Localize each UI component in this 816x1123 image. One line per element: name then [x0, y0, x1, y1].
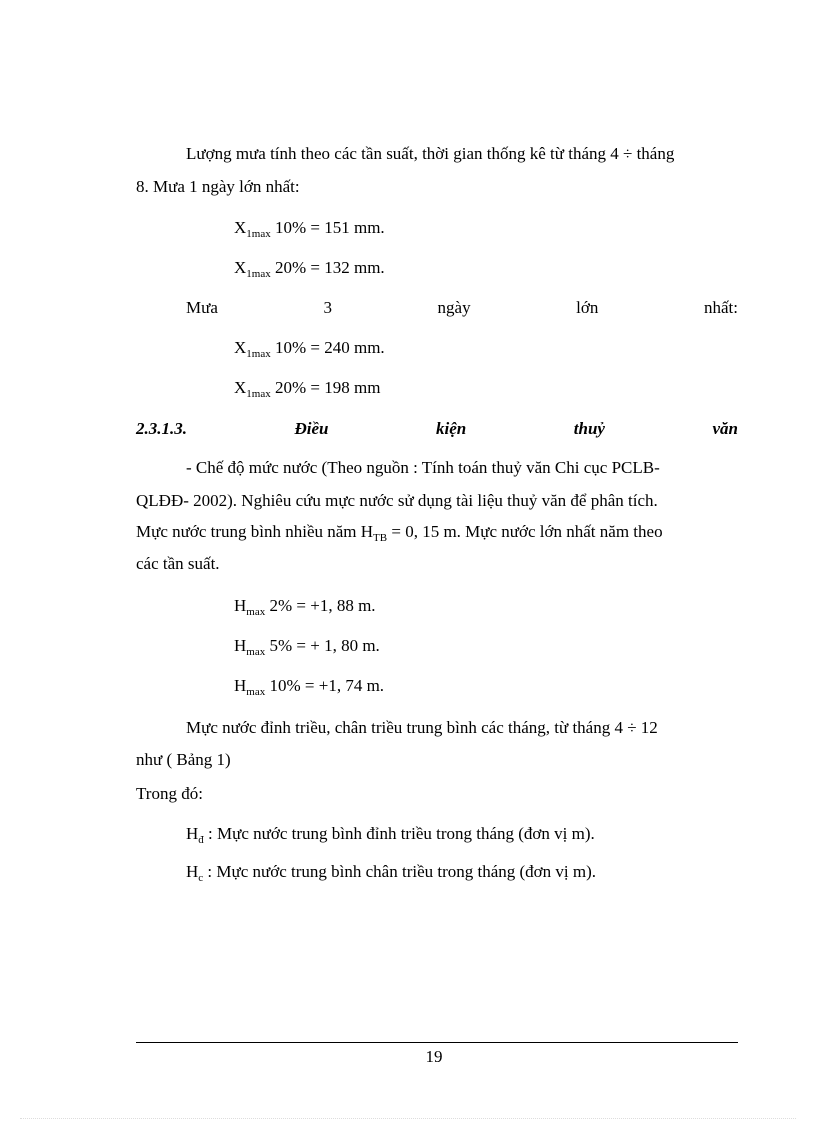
page-bottom-dotted-border	[20, 1118, 796, 1119]
formula-rain3-20pct: $X_{1max}$ 20% = 198 mm	[234, 378, 381, 400]
paragraph-rainfall-line-1: Lượng mưa tính theo các tần suất, thời gian thống kê từ tháng 4 ÷ tháng	[186, 144, 675, 163]
formula-hmax-5pct: $H_{max}$ 5% = + 1, 80 m.	[234, 636, 380, 658]
formula-rain1-10pct: $X_{1max}$ 10% = 151 mm.	[234, 218, 385, 240]
page-number: 19	[425, 1047, 443, 1066]
paragraph-tide-line-2: như ( Bảng 1)	[136, 750, 231, 769]
paragraph-tide-line-1: Mực nước đỉnh triều, chân triều trung bình các tháng, từ tháng 4 ÷ 12	[186, 718, 658, 737]
paragraph-water-line-3: Mực nước trung bình nhiều năm $H_{TB} = 0$, 15 m. Mực nước lớn nhất năm theo	[136, 522, 663, 544]
paragraph-rainfall-line-2: 8. Mưa 1 ngày lớn nhất:	[136, 177, 300, 196]
footer-rule	[136, 1042, 738, 1043]
formula-hmax-10pct: $H_{max}$ 10% = +1, 74 m.	[234, 676, 385, 698]
formula-rain3-10pct: $X_{1max}$ 10% = 240 mm.	[234, 338, 385, 360]
definition-hc: $H_c$ : Mực nước trung bình chân triều trong tháng (đơn vị m).	[186, 862, 597, 884]
rain3-heading: Mưa 3 ngày lớn nhất:	[186, 298, 738, 317]
paragraph-water-line-4: các tần suất.	[136, 554, 220, 573]
formula-rain1-20pct: $X_{1max}$ 20% = 132 mm.	[234, 258, 385, 280]
paragraph-water-line-1: - Chế độ mức nước (Theo nguồn : Tính toán thuỷ văn Chi cục PCLB-	[186, 458, 660, 477]
definition-hd: $H_đ$ : Mực nước trung bình đỉnh triều trong tháng (đơn vị m).	[186, 824, 595, 846]
formula-hmax-2pct: $H_{max}$ 2% = +1, 88 m.	[234, 596, 376, 618]
paragraph-tide-line-3: Trong đó:	[136, 784, 203, 803]
paragraph-water-line-2: QLĐĐ- 2002). Nghiêu cứu mực nước sử dụng tài liệu thuỷ văn để phân tích.	[136, 491, 658, 510]
section-heading: 2.3.1.3. Điều kiện thuỷ văn	[136, 419, 738, 438]
